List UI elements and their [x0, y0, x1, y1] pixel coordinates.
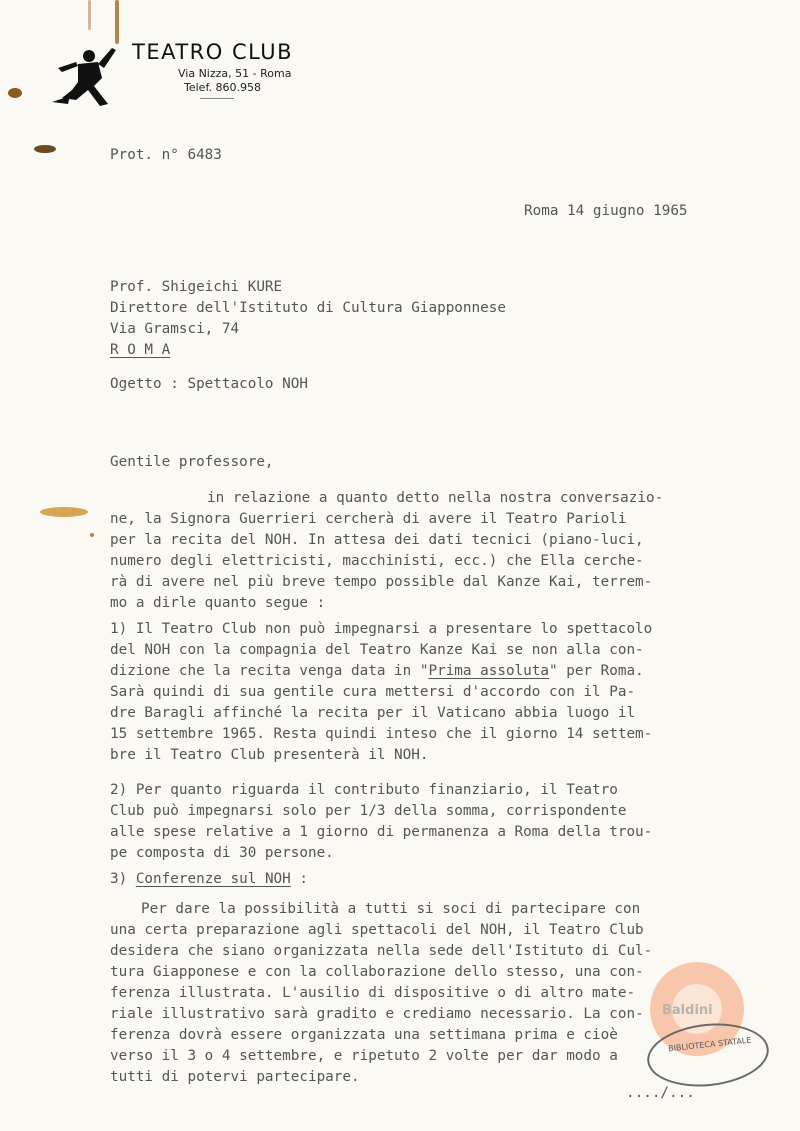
library-stamp-text: BIBLIOTECA STATALE — [667, 1035, 752, 1054]
point1-line: dre Baragli affinché la recita per il Vaticano abbia luogo il — [110, 705, 636, 721]
intro-line: per la recita del NOH. In attesa dei dati tecnici (piano-luci, — [110, 532, 644, 548]
point2-line: alle spese relative a 1 giorno di permanenza a Roma della trou- — [110, 824, 653, 840]
letterhead-phone: Telef. 860.958 — [184, 81, 261, 94]
subject-line: Ogetto : Spettacolo NOH — [110, 376, 308, 392]
letterhead-name: TEATRO CLUB — [132, 40, 294, 64]
point1-text: dizione che la recita venga data in " — [110, 663, 429, 679]
point3-heading — [110, 869, 308, 889]
point3-line: tutti di potervi partecipare. — [110, 1069, 360, 1085]
recipient-city: R O M A — [110, 342, 171, 358]
point2-line: pe composta di 30 persone. — [110, 845, 334, 861]
point1-text: " per Roma. — [549, 663, 644, 679]
ink-stain — [34, 145, 56, 153]
point3-colon: : — [290, 871, 308, 887]
prima-assoluta-underlined: Prima assoluta — [428, 663, 549, 679]
letterhead-address: Via Nizza, 51 - Roma — [178, 67, 292, 80]
recipient-street: Via Gramsci, 74 — [110, 321, 240, 337]
point1-line: 15 settembre 1965. Resta quindi inteso che il giorno 14 settem- — [110, 726, 653, 742]
ink-stain — [8, 88, 22, 98]
library-stamp-name: Baldini — [662, 1003, 713, 1018]
recipient-name: Prof. Shigeichi KURE — [110, 279, 283, 295]
ink-stain — [90, 533, 94, 537]
intro-line: ne, la Signora Guerrieri cercherà di avere il Teatro Parioli — [110, 511, 627, 527]
point3-line: riale illustrativo sarà gradito e crediamo necessario. La con- — [110, 1006, 644, 1022]
point3-line: desidera che siano organizzata nella sede dell'Istituto di Cul- — [110, 943, 653, 959]
point2-line: 2) Per quanto riguarda il contributo finanziario, il Teatro — [110, 782, 618, 798]
point1-line: 1) Il Teatro Club non può impegnarsi a presentare lo spettacolo — [110, 621, 653, 637]
point2-line: Club può impegnarsi solo per 1/3 della somma, corrispondente — [110, 803, 627, 819]
intro-line: numero degli elettricisti, macchinisti, ecc.) che Ella cerche- — [110, 553, 644, 569]
ink-stain — [88, 0, 91, 30]
intro-line: mo a dirle quanto segue : — [110, 595, 326, 611]
point3-line: una certa preparazione agli spettacoli del NOH, il Teatro Club — [110, 922, 644, 938]
point1-line: Sarà quindi di sua gentile cura mettersi d'accordo con il Pa- — [110, 684, 636, 700]
salutation: Gentile professore, — [110, 454, 274, 470]
dancer-logo-icon — [48, 38, 123, 110]
point1-line — [110, 661, 644, 681]
protocol-number: Prot. n° 6483 — [110, 147, 222, 163]
recipient-title: Direttore dell'Istituto di Cultura Giapponnese — [110, 300, 506, 316]
ink-stain — [40, 507, 88, 517]
letter-date: Roma 14 giugno 1965 — [524, 203, 688, 219]
intro-line: in relazione a quanto detto nella nostra conversazio- — [207, 490, 664, 506]
continued-marker: ..../... — [626, 1085, 695, 1101]
point3-line: ferenza illustrata. L'ausilio di dispositive o di altro mate- — [110, 985, 636, 1001]
point1-line: del NOH con la compagnia del Teatro Kanze Kai se non alla con- — [110, 642, 644, 658]
letterhead-rule — [200, 98, 234, 99]
point3-line: tura Giapponese e con la collaborazione dello stesso, una con- — [110, 964, 644, 980]
point3-title: Conferenze sul NOH — [135, 871, 291, 887]
point3-line: Per dare la possibilità a tutti si soci di partecipare con — [141, 901, 641, 917]
point3-line: verso il 3 o 4 settembre, e ripetuto 2 volte per dar modo a — [110, 1048, 618, 1064]
point1-line: bre il Teatro Club presenterà il NOH. — [110, 747, 429, 763]
point3-number: 3) — [110, 871, 136, 887]
intro-line: rà di avere nel più breve tempo possible dal Kanze Kai, terrem- — [110, 574, 653, 590]
point3-line: ferenza dovrà essere organizzata una settimana prima e cioè — [110, 1027, 618, 1043]
